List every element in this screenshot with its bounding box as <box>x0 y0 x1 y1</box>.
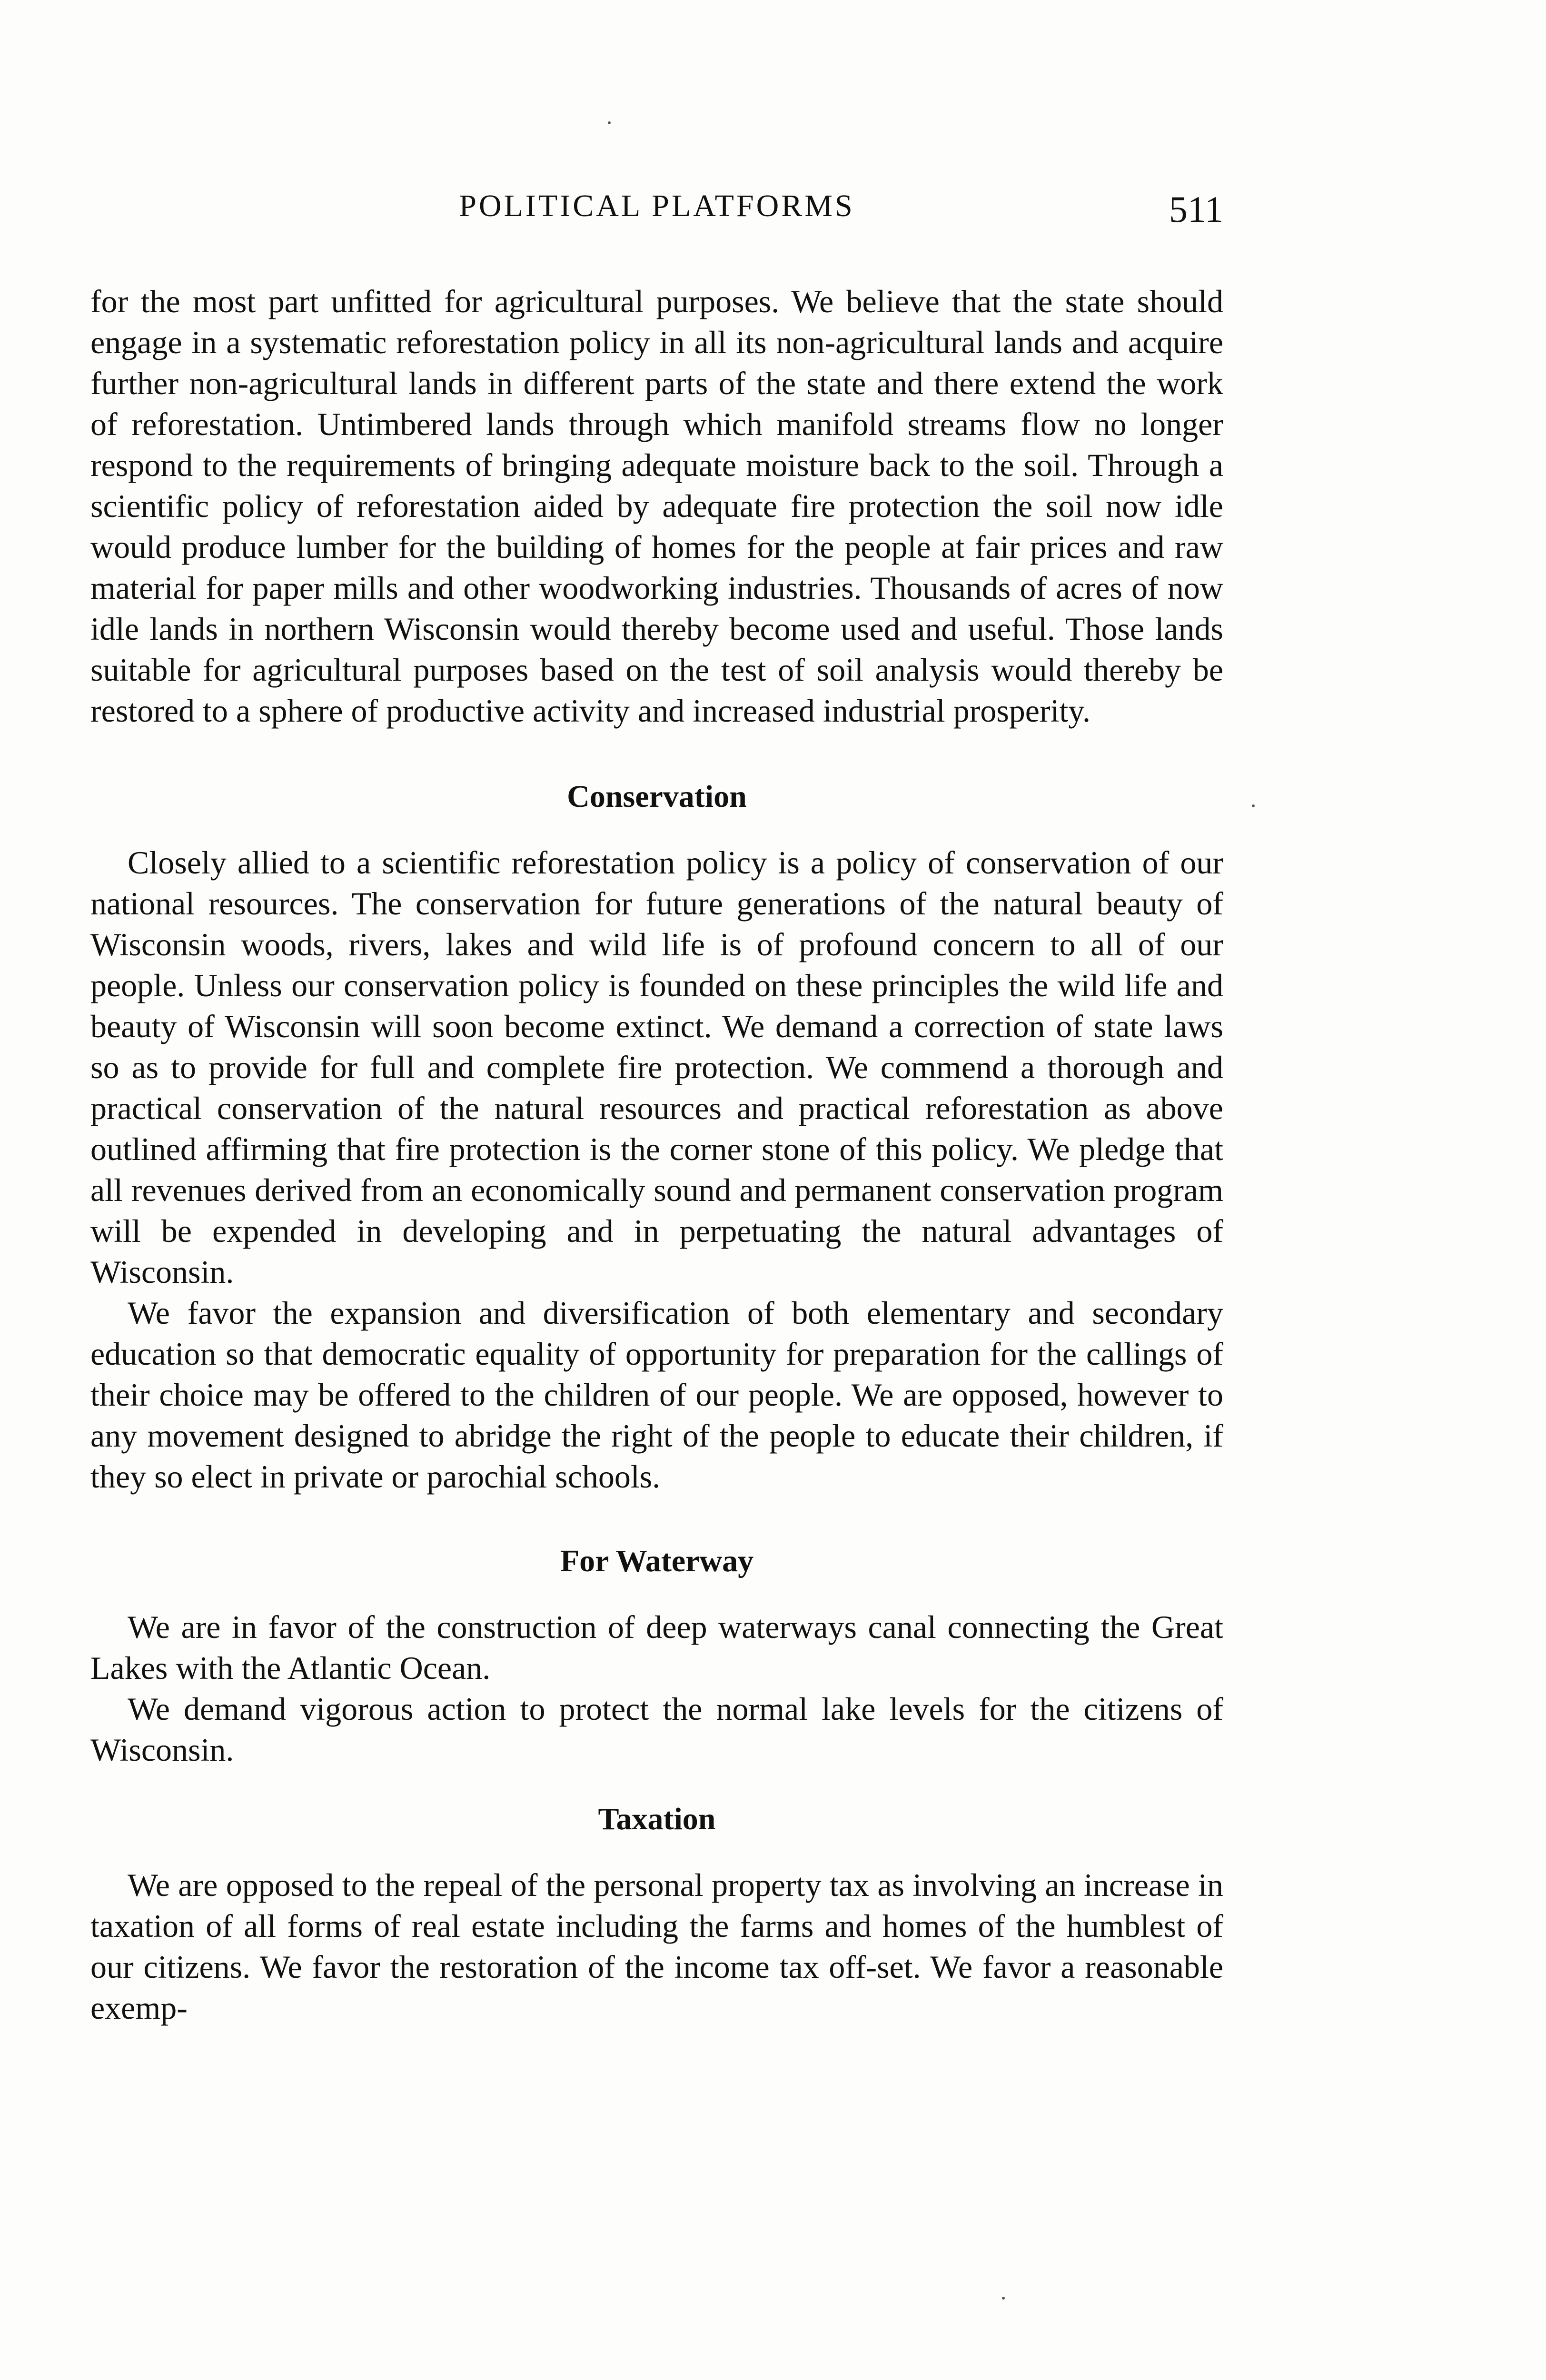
taxation-paragraph: We are opposed to the repeal of the personal property tax as involving an increase in taxation of all forms of real estate including the farms and homes of the humblest of our citizens. We favor the restoration of the income tax off-set. We favor a reasonable exemp- <box>90 1867 1223 2026</box>
page-body <box>90 281 1223 2028</box>
section-heading-conservation: Conservation <box>567 779 747 814</box>
section-heading-waterway: For Waterway <box>560 1544 754 1578</box>
print-speck <box>1252 804 1255 807</box>
section-heading-taxation: Taxation <box>598 1802 716 1836</box>
waterway-paragraph: We are in favor of the construction of deep waterways canal connecting the Great Lakes with the Atlantic Ocean. <box>90 1609 1223 1686</box>
reforestation-paragraph: for the most part unfitted for agricultural purposes. We believe that the state should engage in a systematic reforestation policy in all its non-agricultural lands and acquire further non-agricultural lands in different parts of the state and there extend the work of reforestation. Untimbered lands through which manifold streams flow no longer respond to the requirements of bringing adequate moisture back to the soil. Through a scientific policy of reforestation aided by adequate fire protection the soil now idle would produce lumber for the building of homes for the people at fair prices and raw material for paper mills and other woodworking industries. Thousands of acres of now idle lands in northern Wisconsin would thereby become used and useful. Those lands suitable for agricultural purposes based on the test of soil analysis would thereby be restored to a sphere of productive activity and increased industrial prosperity. <box>90 283 1223 729</box>
page-number: 511 <box>1169 188 1223 230</box>
lake-levels-paragraph: We demand vigorous action to protect the normal lake levels for the citizens of Wisconsin. <box>90 1691 1223 1768</box>
page-header <box>90 188 1223 240</box>
conservation-paragraph: Closely allied to a scientific reforestation policy is a policy of conservation of our national resources. The conservation for future generations of the natural beauty of Wisconsin woods, rivers, lakes and wild life is of profound concern to all of our people. Unless our conservation policy is founded on these principles the wild life and beauty of Wisconsin will soon become extinct. We demand a correction of state laws so as to provide for full and complete fire protection. We commend a thorough and practical conservation of the natural resources and practical reforestation as above outlined affirming that fire protection is the corner stone of this policy. We pledge that all revenues derived from an economically sound and permanent conservation program will be expended in developing and in perpetuating the natural advantages of Wisconsin. <box>90 844 1223 1290</box>
print-speck <box>608 121 611 124</box>
print-speck <box>1002 2297 1005 2300</box>
education-paragraph: We favor the expansion and diversification of both elementary and secondary education so that democratic equality of opportunity for preparation for the callings of their choice may be offered to the children of our people. We are opposed, however to any movement designed to abridge the right of the people to educate their children, if they so elect in private or parochial schools. <box>90 1295 1223 1495</box>
running-title: POLITICAL PLATFORMS <box>459 188 855 223</box>
